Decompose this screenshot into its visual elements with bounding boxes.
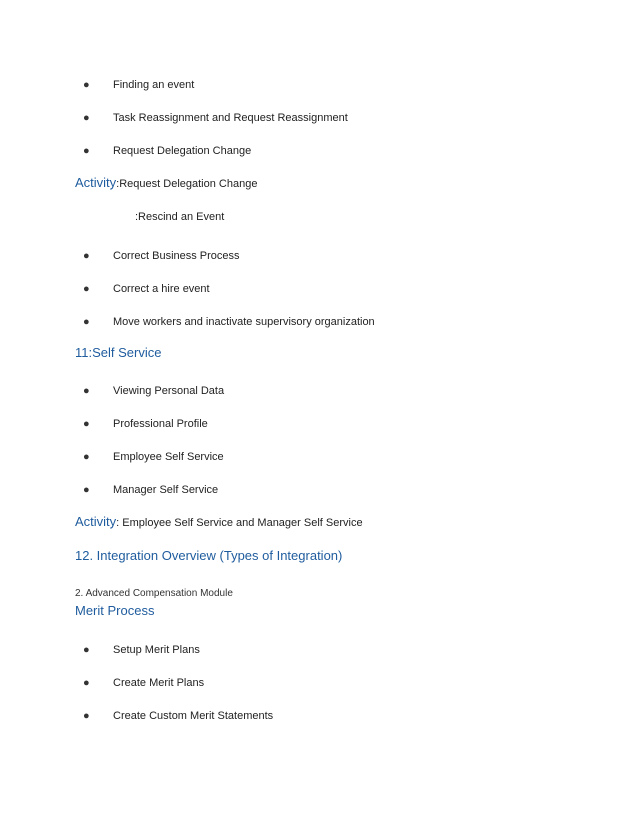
rescind-line: :Rescind an Event — [135, 211, 225, 223]
list-item: Move workers and inactivate supervisory organization — [113, 316, 375, 328]
list-item: Correct a hire event — [113, 283, 210, 295]
bullet-icon: ● — [83, 385, 90, 397]
list-item: Task Reassignment and Request Reassignment — [113, 112, 348, 124]
section-heading-11: 11:Self Service — [75, 345, 162, 360]
list-item: Request Delegation Change — [113, 145, 252, 157]
bullet-icon: ● — [83, 250, 90, 262]
bullet-icon: ● — [83, 451, 90, 463]
merit-heading: Merit Process — [75, 603, 155, 618]
activity-label: Activity — [75, 175, 117, 190]
bullet-icon: ● — [83, 484, 90, 496]
bullet-icon: ● — [83, 316, 90, 328]
activity-label: Activity — [75, 514, 117, 529]
bullet-icon: ● — [83, 145, 90, 157]
list-item: Create Custom Merit Statements — [113, 710, 274, 722]
list-item: Employee Self Service — [113, 451, 224, 463]
bullet-icon: ● — [83, 644, 90, 656]
list-item: Finding an event — [113, 79, 195, 91]
section-heading-12: 12. Integration Overview (Types of Integration) — [75, 548, 343, 563]
list-item: Create Merit Plans — [113, 677, 205, 689]
list-item: Setup Merit Plans — [113, 644, 200, 656]
activity-line — [75, 174, 257, 192]
bullet-icon: ● — [83, 283, 90, 295]
bullet-icon: ● — [83, 677, 90, 689]
list-item: Professional Profile — [113, 418, 208, 430]
bullet-icon: ● — [83, 112, 90, 124]
activity-text: :Request Delegation Change — [116, 178, 258, 190]
list-item: Correct Business Process — [113, 250, 240, 262]
list-item: Manager Self Service — [113, 484, 219, 496]
bullet-icon: ● — [83, 418, 90, 430]
bullet-icon: ● — [83, 710, 90, 722]
activity-text: : Employee Self Service and Manager Self Service — [116, 517, 363, 529]
bullet-icon: ● — [83, 79, 90, 91]
activity-line — [75, 513, 363, 531]
list-item: Viewing Personal Data — [113, 385, 225, 397]
module-caption: 2. Advanced Compensation Module — [75, 588, 233, 599]
